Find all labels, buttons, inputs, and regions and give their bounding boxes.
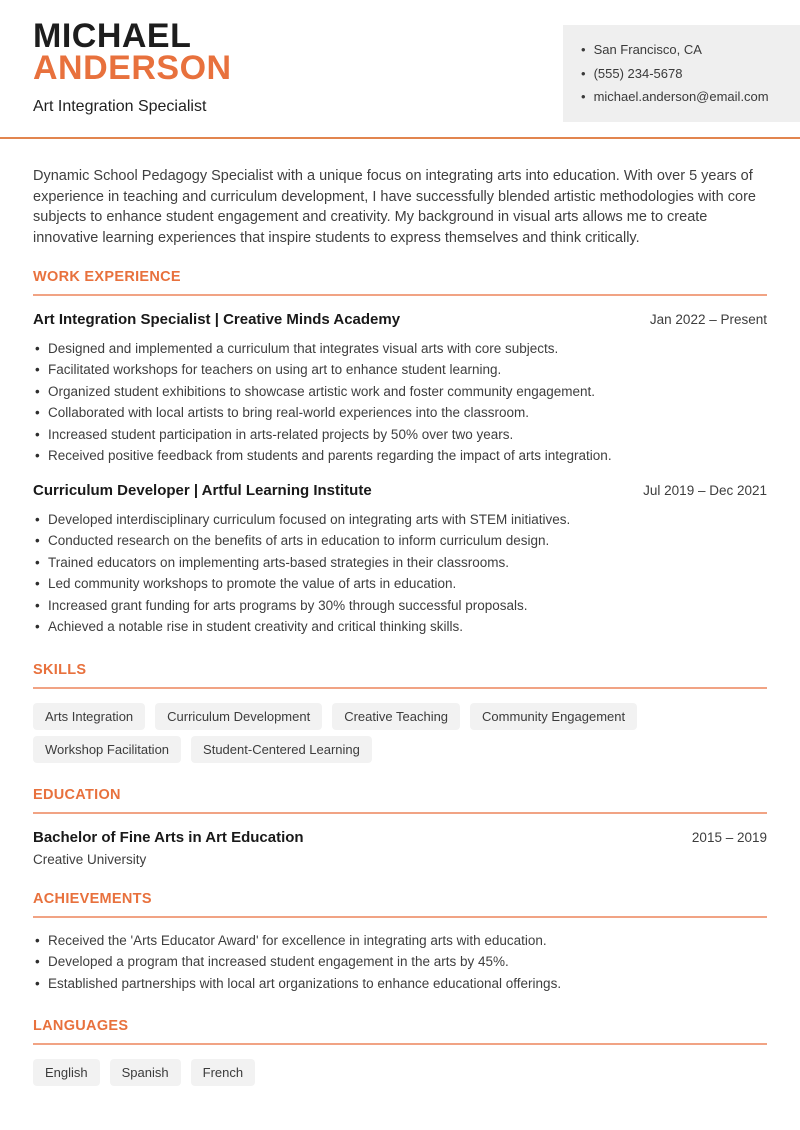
section-work-experience	[33, 269, 767, 638]
skill-chip: Community Engagement	[470, 703, 637, 730]
education-entry	[33, 830, 767, 846]
job-title: Art Integration Specialist | Creative Minds Academy	[33, 310, 401, 328]
section-skills	[33, 662, 767, 763]
job-dates: Jan 2022 – Present	[649, 311, 767, 327]
achievements-heading: ACHIEVEMENTS	[33, 891, 767, 918]
name-block	[33, 17, 232, 116]
bullet-item: • Increased student participation in arts-related projects by 50% over two years.	[33, 424, 767, 446]
education-dates: 2015 – 2019	[691, 829, 767, 845]
job-dates: Jul 2019 – Dec 2021	[643, 482, 767, 498]
bullet-item: • Increased grant funding for arts programs by 30% through successful proposals.	[33, 595, 767, 617]
job-entry	[33, 312, 767, 467]
contact-card	[563, 25, 800, 122]
skill-chip: Curriculum Development	[155, 703, 322, 730]
last-name: ANDERSON	[33, 49, 232, 87]
resume-header	[0, 0, 800, 139]
skill-chip: Student-Centered Learning	[191, 736, 372, 763]
bullet-item: • Facilitated workshops for teachers on using art to enhance student learning.	[33, 359, 767, 381]
school-name: Creative University	[33, 851, 147, 867]
contact-item: • michael.anderson@email.com	[581, 85, 792, 109]
section-achievements	[33, 891, 767, 995]
bullet-item: • Established partnerships with local art organizations to enhance educational offerings.	[33, 973, 767, 995]
language-chip: English	[33, 1059, 100, 1086]
bullet-item: • Developed a program that increased student engagement in the arts by 45%.	[33, 951, 767, 973]
bullet-item: • Received positive feedback from students and parents regarding the impact of arts integration.	[33, 445, 767, 467]
contact-item: • San Francisco, CA	[581, 38, 792, 62]
skill-chip: Arts Integration	[33, 703, 145, 730]
section-education	[33, 787, 767, 867]
job-title: Curriculum Developer | Artful Learning Institute	[33, 481, 372, 499]
languages-chip-list	[33, 1059, 767, 1086]
summary-paragraph: Dynamic School Pedagogy Specialist with a unique focus on integrating arts into education. With over 5 years of experience in teaching and curriculum development, I have successfully blended artistic methodologies with core subjects to enhance student engagement and creativity. My background in visual arts allows me to create innovative learning experiences that inspire students to express themselves and think critically.	[33, 168, 756, 247]
skills-chip-list	[33, 703, 767, 763]
job-entry	[33, 483, 767, 638]
bullet-item: • Designed and implemented a curriculum that integrates visual arts with core subjects.	[33, 338, 767, 360]
languages-heading: LANGUAGES	[33, 1018, 767, 1045]
bullet-item: • Conducted research on the benefits of arts in education to inform curriculum design.	[33, 530, 767, 552]
achievements-bullet-list	[33, 930, 767, 995]
job-header	[33, 483, 767, 499]
bullet-item: • Trained educators on implementing arts-based strategies in their classrooms.	[33, 552, 767, 574]
bullet-item: • Organized student exhibitions to showcase artistic work and foster community engagement.	[33, 381, 767, 403]
bullet-item: • Received the 'Arts Educator Award' for excellence in integrating arts with education.	[33, 930, 767, 952]
skill-chip: Workshop Facilitation	[33, 736, 181, 763]
resume-body	[0, 166, 800, 1086]
skills-heading: SKILLS	[33, 662, 767, 689]
skill-chip: Creative Teaching	[332, 703, 460, 730]
contact-item: • (555) 234-5678	[581, 62, 792, 86]
job-title-subtitle: Art Integration Specialist	[33, 98, 207, 115]
bullet-item: • Developed interdisciplinary curriculum focused on integrating arts with STEM initiatives.	[33, 509, 767, 531]
language-chip: French	[191, 1059, 255, 1086]
bullet-item: • Collaborated with local artists to bring real-world experiences into the classroom.	[33, 402, 767, 424]
degree-title: Bachelor of Fine Arts in Art Education	[33, 828, 304, 846]
job-bullet-list	[33, 509, 767, 638]
work-experience-heading: WORK EXPERIENCE	[33, 269, 767, 296]
first-name: MICHAEL	[33, 17, 192, 55]
job-header	[33, 312, 767, 328]
language-chip: Spanish	[110, 1059, 181, 1086]
bullet-item: • Achieved a notable rise in student creativity and critical thinking skills.	[33, 616, 767, 638]
section-languages	[33, 1018, 767, 1086]
bullet-item: • Led community workshops to promote the value of arts in education.	[33, 573, 767, 595]
job-bullet-list	[33, 338, 767, 467]
education-heading: EDUCATION	[33, 787, 767, 814]
